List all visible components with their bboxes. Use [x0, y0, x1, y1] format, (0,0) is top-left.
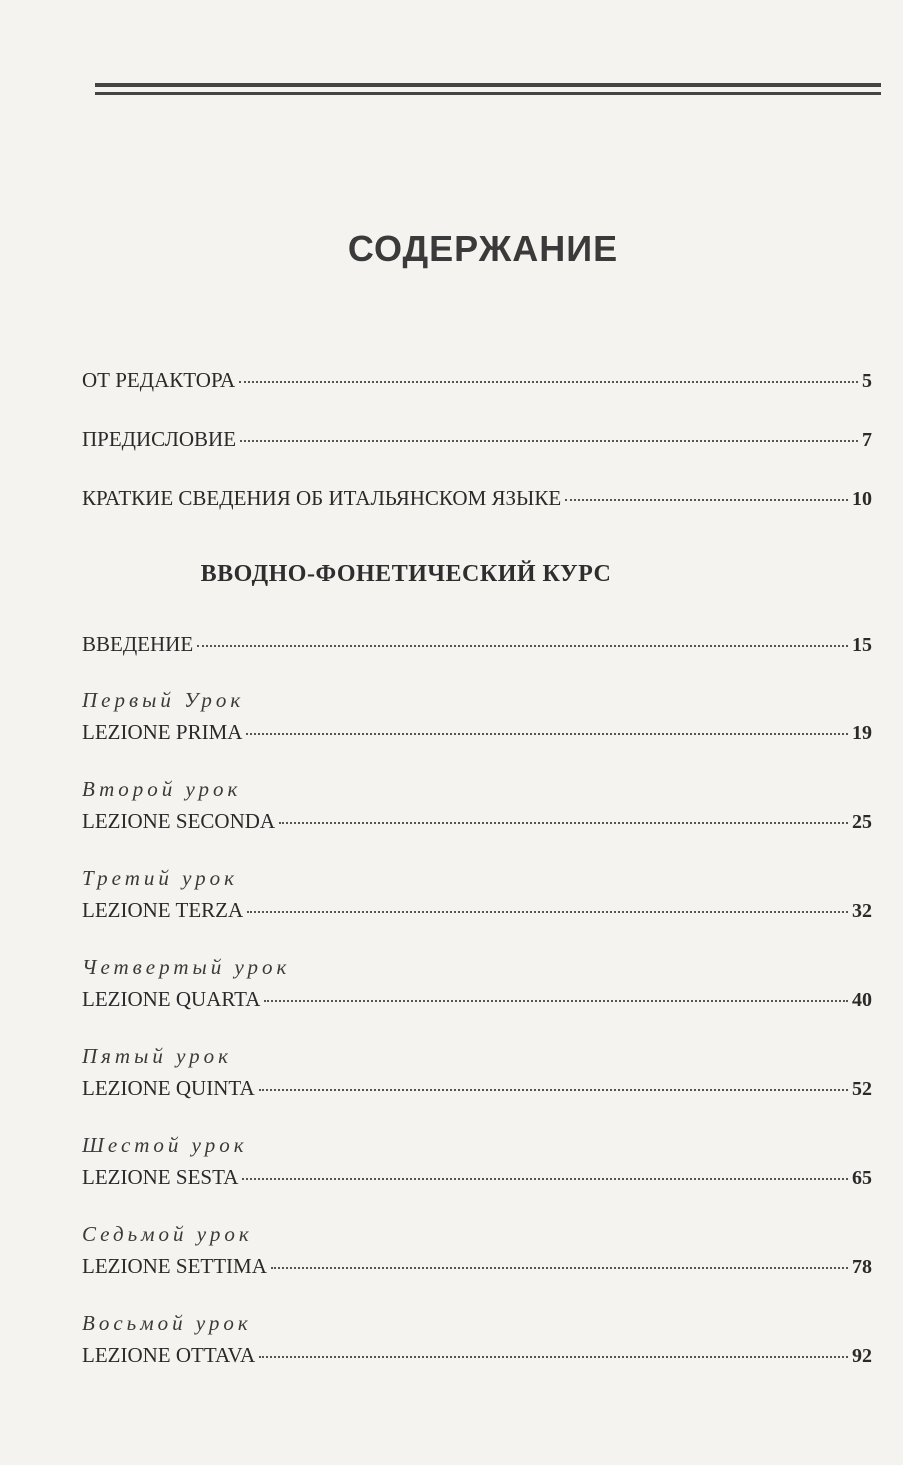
toc-entry-editor[interactable]	[82, 368, 872, 398]
toc-entry-label: LEZIONE SECONDA	[82, 809, 276, 833]
lesson-subtitle: Первый Урок	[82, 688, 245, 712]
toc-entry-page: 52	[852, 1078, 872, 1100]
toc-entry-lesson-2[interactable]	[82, 809, 872, 839]
lesson-subtitle: Третий урок	[82, 866, 238, 890]
section-title: ВВОДНО-ФОНЕТИЧЕСКИЙ КУРС	[200, 561, 612, 587]
lesson-subtitle: Седьмой урок	[82, 1222, 253, 1246]
dot-leader	[259, 1356, 848, 1358]
toc-entry-page: 25	[852, 811, 872, 833]
dot-leader	[259, 1089, 848, 1091]
lesson-subtitle: Восьмой урок	[82, 1311, 252, 1335]
dot-leader	[240, 440, 858, 442]
toc-entry-label: LEZIONE QUARTA	[82, 987, 261, 1011]
lesson-subtitle: Второй урок	[82, 777, 242, 801]
toc-entry-label: LEZIONE TERZA	[82, 898, 244, 922]
toc-entry-page: 40	[852, 989, 872, 1011]
dot-leader	[279, 822, 848, 824]
toc-entry-label: ОТ РЕДАКТОРА	[82, 368, 236, 392]
toc-entry-page: 78	[852, 1256, 872, 1278]
dot-leader	[197, 645, 848, 647]
toc-entry-lesson-3[interactable]	[82, 898, 872, 928]
toc-entry-lesson-8[interactable]	[82, 1343, 872, 1373]
toc-entry-lesson-1[interactable]	[82, 720, 872, 750]
header-rule-thick	[95, 83, 881, 87]
toc-entry-preface[interactable]	[82, 427, 872, 457]
toc-entry-italian-info[interactable]	[82, 486, 872, 516]
dot-leader	[271, 1267, 848, 1269]
toc-entry-lesson-6[interactable]	[82, 1165, 872, 1195]
toc-entry-page: 32	[852, 900, 872, 922]
toc-entry-label: LEZIONE SESTA	[82, 1165, 239, 1189]
dot-leader	[239, 381, 858, 383]
toc-entry-label: ПРЕДИСЛОВИЕ	[82, 427, 237, 451]
dot-leader	[264, 1000, 848, 1002]
toc-entry-page: 7	[862, 429, 872, 451]
lesson-subtitle: Шестой урок	[82, 1133, 248, 1157]
toc-entry-lesson-5[interactable]	[82, 1076, 872, 1106]
toc-entry-page: 10	[852, 488, 872, 510]
lesson-subtitle: Пятый урок	[82, 1044, 232, 1068]
dot-leader	[565, 499, 848, 501]
dot-leader	[242, 1178, 848, 1180]
toc-entry-label: LEZIONE SETTIMA	[82, 1254, 267, 1278]
toc-entry-label: КРАТКИЕ СВЕДЕНИЯ ОБ ИТАЛЬЯНСКОМ ЯЗЫКЕ	[82, 486, 562, 510]
toc-entry-label: LEZIONE OTTAVA	[82, 1343, 256, 1367]
dot-leader	[247, 911, 848, 913]
toc-entry-lesson-4[interactable]	[82, 987, 872, 1017]
toc-entry-label: ВВЕДЕНИЕ	[82, 632, 194, 656]
toc-entry-page: 5	[862, 370, 872, 392]
lesson-subtitle: Четвертый урок	[82, 955, 291, 979]
toc-entry-label: LEZIONE PRIMA	[82, 720, 243, 744]
toc-entry-page: 65	[852, 1167, 872, 1189]
toc-entry-label: LEZIONE QUINTA	[82, 1076, 255, 1100]
toc-entry-page: 19	[852, 722, 872, 744]
toc-entry-page: 92	[852, 1345, 872, 1367]
dot-leader	[246, 733, 848, 735]
header-rule-thin	[95, 92, 881, 95]
toc-entry-lesson-7[interactable]	[82, 1254, 872, 1284]
page-title: СОДЕРЖАНИЕ	[347, 228, 619, 269]
toc-entry-page: 15	[852, 634, 872, 656]
toc-entry-intro[interactable]	[82, 632, 872, 662]
